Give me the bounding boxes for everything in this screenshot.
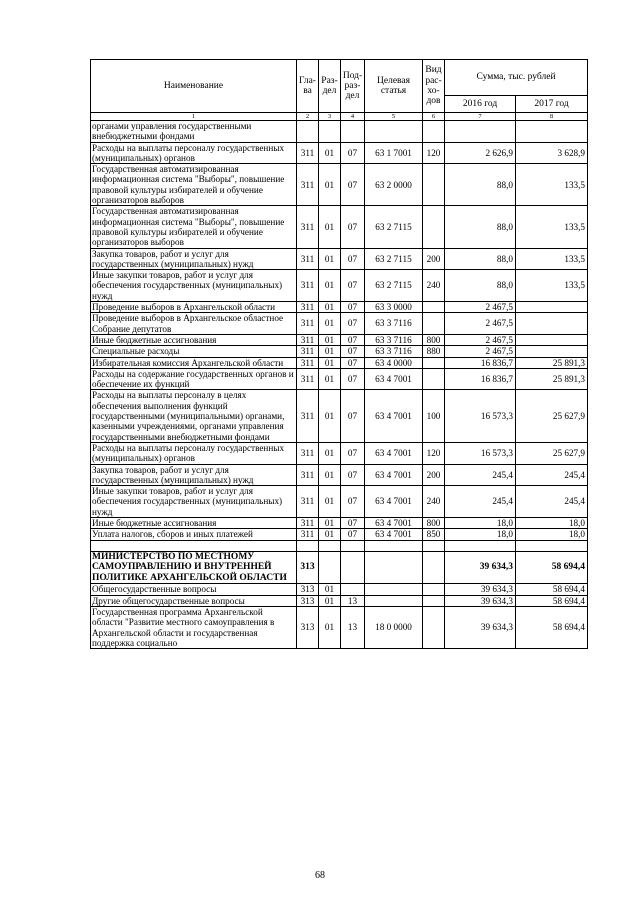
cell-vid bbox=[423, 595, 445, 606]
cell-glava: 311 bbox=[297, 346, 319, 357]
cell-sum-2017: 18,0 bbox=[516, 529, 588, 540]
spacer-cell bbox=[341, 540, 365, 551]
cell-celevaya bbox=[365, 121, 423, 143]
column-number: 4 bbox=[341, 113, 365, 121]
cell-name: Иные закупки товаров, работ и услуг для обеспечения государственных (муниципальных) нужд bbox=[91, 270, 297, 302]
cell-name: Закупка товаров, работ и услуг для государственных (муниципальных) нужд bbox=[91, 248, 297, 270]
cell-razdel: 01 bbox=[319, 302, 341, 313]
cell-sum-2017: 58 694,4 bbox=[516, 606, 588, 648]
cell-sum-2017: 58 694,4 bbox=[516, 584, 588, 595]
cell-vid: 800 bbox=[423, 517, 445, 528]
budget-table bbox=[90, 59, 588, 649]
cell-name: Государственная автоматизированная информационная система "Выборы", повышение правовой культуры избирателей и обучение организаторов выборов bbox=[91, 206, 297, 248]
cell-celevaya: 63 3 7116 bbox=[365, 313, 423, 335]
header-razdel: Раз-дел bbox=[319, 60, 341, 113]
cell-celevaya: 63 4 7001 bbox=[365, 368, 423, 390]
cell-celevaya: 63 4 0000 bbox=[365, 357, 423, 368]
document-page bbox=[90, 59, 587, 649]
cell-sum-2016: 39 634,3 bbox=[445, 551, 516, 584]
cell-celevaya: 63 3 7116 bbox=[365, 346, 423, 357]
cell-razdel: 01 bbox=[319, 442, 341, 464]
cell-sum-2017: 3 628,9 bbox=[516, 142, 588, 164]
cell-vid: 880 bbox=[423, 346, 445, 357]
cell-sum-2017: 58 694,4 bbox=[516, 551, 588, 584]
table-row bbox=[91, 357, 588, 368]
cell-glava: 311 bbox=[297, 248, 319, 270]
table-row bbox=[91, 334, 588, 345]
cell-podrazdel: 07 bbox=[341, 206, 365, 248]
table-row bbox=[91, 121, 588, 143]
cell-celevaya: 63 4 7001 bbox=[365, 464, 423, 486]
cell-podrazdel bbox=[341, 584, 365, 595]
cell-name: Государственная программа Архангельской области "Развитие местного самоуправления в Архангельской области и государственная поддержка социально bbox=[91, 606, 297, 648]
cell-podrazdel: 07 bbox=[341, 442, 365, 464]
cell-sum-2016: 245,4 bbox=[445, 486, 516, 518]
table-row bbox=[91, 206, 588, 248]
cell-sum-2017 bbox=[516, 346, 588, 357]
cell-sum-2017: 58 694,4 bbox=[516, 595, 588, 606]
cell-sum-2016: 16 836,7 bbox=[445, 357, 516, 368]
cell-razdel: 01 bbox=[319, 517, 341, 528]
cell-glava: 313 bbox=[297, 595, 319, 606]
cell-glava: 311 bbox=[297, 142, 319, 164]
cell-glava: 311 bbox=[297, 517, 319, 528]
cell-razdel: 01 bbox=[319, 248, 341, 270]
column-number: 5 bbox=[365, 113, 423, 121]
cell-sum-2017: 25 891,3 bbox=[516, 357, 588, 368]
cell-name: Другие общегосударственные вопросы bbox=[91, 595, 297, 606]
cell-sum-2017 bbox=[516, 121, 588, 143]
cell-sum-2016: 2 467,5 bbox=[445, 302, 516, 313]
cell-vid bbox=[423, 206, 445, 248]
header-glava: Гла-ва bbox=[297, 60, 319, 113]
table-row bbox=[91, 606, 588, 648]
cell-sum-2017: 25 891,3 bbox=[516, 368, 588, 390]
cell-celevaya: 18 0 0000 bbox=[365, 606, 423, 648]
cell-sum-2017: 133,5 bbox=[516, 270, 588, 302]
cell-razdel bbox=[319, 121, 341, 143]
header-podrazdel: Под-раз-дел bbox=[341, 60, 365, 113]
cell-sum-2016: 18,0 bbox=[445, 517, 516, 528]
table-row bbox=[91, 486, 588, 518]
spacer-cell bbox=[423, 540, 445, 551]
cell-sum-2016: 88,0 bbox=[445, 206, 516, 248]
cell-sum-2017: 25 627,9 bbox=[516, 390, 588, 442]
cell-sum-2017: 25 627,9 bbox=[516, 442, 588, 464]
cell-sum-2016: 2 467,5 bbox=[445, 334, 516, 345]
cell-sum-2016: 245,4 bbox=[445, 464, 516, 486]
page-number: 68 bbox=[315, 870, 325, 881]
cell-podrazdel bbox=[341, 551, 365, 584]
cell-glava: 311 bbox=[297, 357, 319, 368]
cell-razdel: 01 bbox=[319, 529, 341, 540]
column-number: 3 bbox=[319, 113, 341, 121]
cell-glava: 311 bbox=[297, 206, 319, 248]
cell-vid bbox=[423, 357, 445, 368]
cell-razdel: 01 bbox=[319, 313, 341, 335]
cell-razdel: 01 bbox=[319, 270, 341, 302]
cell-name: Проведение выборов в Архангельской области bbox=[91, 302, 297, 313]
column-number: 2 bbox=[297, 113, 319, 121]
cell-celevaya bbox=[365, 551, 423, 584]
cell-sum-2017 bbox=[516, 302, 588, 313]
cell-sum-2016: 2 626,9 bbox=[445, 142, 516, 164]
cell-sum-2016: 16 573,3 bbox=[445, 442, 516, 464]
table-row bbox=[91, 270, 588, 302]
cell-name: Общегосударственные вопросы bbox=[91, 584, 297, 595]
cell-celevaya: 63 2 7115 bbox=[365, 270, 423, 302]
table-row bbox=[91, 164, 588, 206]
cell-glava: 311 bbox=[297, 442, 319, 464]
cell-name: Расходы на выплаты персоналу государственных (муниципальных) органов bbox=[91, 442, 297, 464]
cell-razdel: 01 bbox=[319, 357, 341, 368]
header-2016: 2016 год bbox=[445, 96, 516, 113]
cell-celevaya: 63 4 7001 bbox=[365, 442, 423, 464]
cell-celevaya: 63 3 0000 bbox=[365, 302, 423, 313]
cell-podrazdel: 07 bbox=[341, 368, 365, 390]
cell-podrazdel: 07 bbox=[341, 248, 365, 270]
column-number: 6 bbox=[423, 113, 445, 121]
cell-celevaya: 63 2 7115 bbox=[365, 206, 423, 248]
cell-glava: 311 bbox=[297, 390, 319, 442]
cell-razdel: 01 bbox=[319, 486, 341, 518]
spacer-cell bbox=[319, 540, 341, 551]
cell-sum-2017: 133,5 bbox=[516, 164, 588, 206]
cell-podrazdel: 13 bbox=[341, 606, 365, 648]
cell-razdel: 01 bbox=[319, 334, 341, 345]
cell-podrazdel: 07 bbox=[341, 164, 365, 206]
cell-podrazdel: 07 bbox=[341, 302, 365, 313]
cell-razdel: 01 bbox=[319, 142, 341, 164]
cell-vid bbox=[423, 121, 445, 143]
cell-razdel: 01 bbox=[319, 584, 341, 595]
cell-vid: 800 bbox=[423, 334, 445, 345]
header-vid: Вид рас-хо-дов bbox=[423, 60, 445, 113]
spacer-cell bbox=[365, 540, 423, 551]
cell-sum-2016: 88,0 bbox=[445, 270, 516, 302]
cell-name: Иные бюджетные ассигнования bbox=[91, 517, 297, 528]
cell-glava: 311 bbox=[297, 368, 319, 390]
cell-name: МИНИСТЕРСТВО ПО МЕСТНОМУ САМОУПРАВЛЕНИЮ И ВНУТРЕННЕЙ ПОЛИТИКЕ АРХАНГЕЛЬСКОЙ ОБЛАСТИ bbox=[91, 551, 297, 584]
table-row bbox=[91, 302, 588, 313]
cell-glava: 311 bbox=[297, 486, 319, 518]
cell-podrazdel: 07 bbox=[341, 357, 365, 368]
cell-vid: 120 bbox=[423, 142, 445, 164]
spacer-cell bbox=[297, 540, 319, 551]
cell-podrazdel: 07 bbox=[341, 486, 365, 518]
cell-glava: 311 bbox=[297, 302, 319, 313]
table-row bbox=[91, 346, 588, 357]
cell-sum-2016: 2 467,5 bbox=[445, 346, 516, 357]
cell-glava: 311 bbox=[297, 334, 319, 345]
cell-podrazdel: 07 bbox=[341, 346, 365, 357]
cell-vid bbox=[423, 606, 445, 648]
table-row bbox=[91, 529, 588, 540]
table-row bbox=[91, 540, 588, 551]
cell-razdel: 01 bbox=[319, 368, 341, 390]
cell-sum-2016: 88,0 bbox=[445, 164, 516, 206]
cell-podrazdel: 07 bbox=[341, 529, 365, 540]
cell-podrazdel: 07 bbox=[341, 517, 365, 528]
header-name: Наименование bbox=[91, 60, 297, 113]
table-row bbox=[91, 313, 588, 335]
cell-sum-2017: 133,5 bbox=[516, 206, 588, 248]
cell-vid: 240 bbox=[423, 270, 445, 302]
header-celevaya: Целевая статья bbox=[365, 60, 423, 113]
table-row bbox=[91, 551, 588, 584]
cell-sum-2017 bbox=[516, 313, 588, 335]
cell-name: Избирательная комиссия Архангельской области bbox=[91, 357, 297, 368]
table-row bbox=[91, 142, 588, 164]
cell-razdel: 01 bbox=[319, 346, 341, 357]
cell-razdel: 01 bbox=[319, 606, 341, 648]
cell-name: Закупка товаров, работ и услуг для государственных (муниципальных) нужд bbox=[91, 464, 297, 486]
table-row bbox=[91, 464, 588, 486]
cell-vid bbox=[423, 302, 445, 313]
cell-razdel: 01 bbox=[319, 164, 341, 206]
cell-glava: 313 bbox=[297, 584, 319, 595]
cell-sum-2017: 245,4 bbox=[516, 464, 588, 486]
cell-sum-2016: 16 573,3 bbox=[445, 390, 516, 442]
cell-glava: 311 bbox=[297, 313, 319, 335]
cell-glava: 311 bbox=[297, 464, 319, 486]
cell-vid: 100 bbox=[423, 390, 445, 442]
cell-glava bbox=[297, 121, 319, 143]
cell-celevaya: 63 1 7001 bbox=[365, 142, 423, 164]
cell-glava: 311 bbox=[297, 270, 319, 302]
cell-vid bbox=[423, 313, 445, 335]
cell-sum-2017: 18,0 bbox=[516, 517, 588, 528]
table-row bbox=[91, 442, 588, 464]
column-number: 7 bbox=[445, 113, 516, 121]
cell-celevaya bbox=[365, 595, 423, 606]
table-row bbox=[91, 368, 588, 390]
cell-glava: 311 bbox=[297, 529, 319, 540]
cell-celevaya: 63 2 7115 bbox=[365, 248, 423, 270]
table-row bbox=[91, 517, 588, 528]
cell-sum-2017 bbox=[516, 334, 588, 345]
cell-glava: 313 bbox=[297, 606, 319, 648]
cell-vid: 120 bbox=[423, 442, 445, 464]
cell-name: Государственная автоматизированная информационная система "Выборы", повышение правовой культуры избирателей и обучение организаторов выборов bbox=[91, 164, 297, 206]
cell-celevaya: 63 4 7001 bbox=[365, 486, 423, 518]
cell-sum-2016: 2 467,5 bbox=[445, 313, 516, 335]
cell-sum-2017: 245,4 bbox=[516, 486, 588, 518]
table-row bbox=[91, 390, 588, 442]
cell-vid: 200 bbox=[423, 464, 445, 486]
cell-sum-2016: 39 634,3 bbox=[445, 595, 516, 606]
table-row bbox=[91, 248, 588, 270]
cell-name: Расходы на выплаты персоналу в целях обеспечения выполнения функций государственными (муниципальными) органами, казенными учреждениями, органами управления государственными внебюджетными фондами bbox=[91, 390, 297, 442]
cell-sum-2016: 16 836,7 bbox=[445, 368, 516, 390]
cell-razdel bbox=[319, 551, 341, 584]
cell-razdel: 01 bbox=[319, 464, 341, 486]
cell-podrazdel: 13 bbox=[341, 595, 365, 606]
cell-name: органами управления государственными внебюджетными фондами bbox=[91, 121, 297, 143]
cell-podrazdel: 07 bbox=[341, 270, 365, 302]
table-body bbox=[91, 121, 588, 649]
cell-name: Уплата налогов, сборов и иных платежей bbox=[91, 529, 297, 540]
cell-glava: 311 bbox=[297, 164, 319, 206]
cell-glava: 313 bbox=[297, 551, 319, 584]
cell-name: Проведение выборов в Архангельское областное Собрание депутатов bbox=[91, 313, 297, 335]
cell-celevaya bbox=[365, 584, 423, 595]
header-summa: Сумма, тыс. рублей bbox=[445, 60, 588, 96]
cell-sum-2016: 88,0 bbox=[445, 248, 516, 270]
cell-vid: 200 bbox=[423, 248, 445, 270]
cell-razdel: 01 bbox=[319, 206, 341, 248]
spacer-cell bbox=[445, 540, 516, 551]
cell-podrazdel: 07 bbox=[341, 334, 365, 345]
spacer-cell bbox=[516, 540, 588, 551]
cell-podrazdel: 07 bbox=[341, 390, 365, 442]
header-2017: 2017 год bbox=[516, 96, 588, 113]
cell-podrazdel bbox=[341, 121, 365, 143]
cell-celevaya: 63 4 7001 bbox=[365, 390, 423, 442]
cell-vid: 850 bbox=[423, 529, 445, 540]
cell-sum-2017: 133,5 bbox=[516, 248, 588, 270]
cell-sum-2016: 39 634,3 bbox=[445, 606, 516, 648]
cell-name: Расходы на содержание государственных органов и обеспечение их функций bbox=[91, 368, 297, 390]
cell-name: Расходы на выплаты персоналу государственных (муниципальных) органов bbox=[91, 142, 297, 164]
column-number: 1 bbox=[91, 113, 297, 121]
column-number: 8 bbox=[516, 113, 588, 121]
cell-vid bbox=[423, 584, 445, 595]
cell-name: Специальные расходы bbox=[91, 346, 297, 357]
cell-vid bbox=[423, 164, 445, 206]
cell-vid bbox=[423, 551, 445, 584]
cell-sum-2016: 18,0 bbox=[445, 529, 516, 540]
cell-razdel: 01 bbox=[319, 390, 341, 442]
cell-podrazdel: 07 bbox=[341, 313, 365, 335]
cell-razdel: 01 bbox=[319, 595, 341, 606]
cell-podrazdel: 07 bbox=[341, 464, 365, 486]
spacer-cell bbox=[91, 540, 297, 551]
cell-podrazdel: 07 bbox=[341, 142, 365, 164]
cell-celevaya: 63 4 7001 bbox=[365, 517, 423, 528]
cell-celevaya: 63 3 7116 bbox=[365, 334, 423, 345]
cell-sum-2016: 39 634,3 bbox=[445, 584, 516, 595]
cell-name: Иные бюджетные ассигнования bbox=[91, 334, 297, 345]
table-row bbox=[91, 584, 588, 595]
cell-sum-2016 bbox=[445, 121, 516, 143]
cell-vid: 240 bbox=[423, 486, 445, 518]
cell-vid bbox=[423, 368, 445, 390]
cell-celevaya: 63 4 7001 bbox=[365, 529, 423, 540]
cell-name: Иные закупки товаров, работ и услуг для обеспечения государственных (муниципальных) нужд bbox=[91, 486, 297, 518]
cell-celevaya: 63 2 0000 bbox=[365, 164, 423, 206]
table-row bbox=[91, 595, 588, 606]
